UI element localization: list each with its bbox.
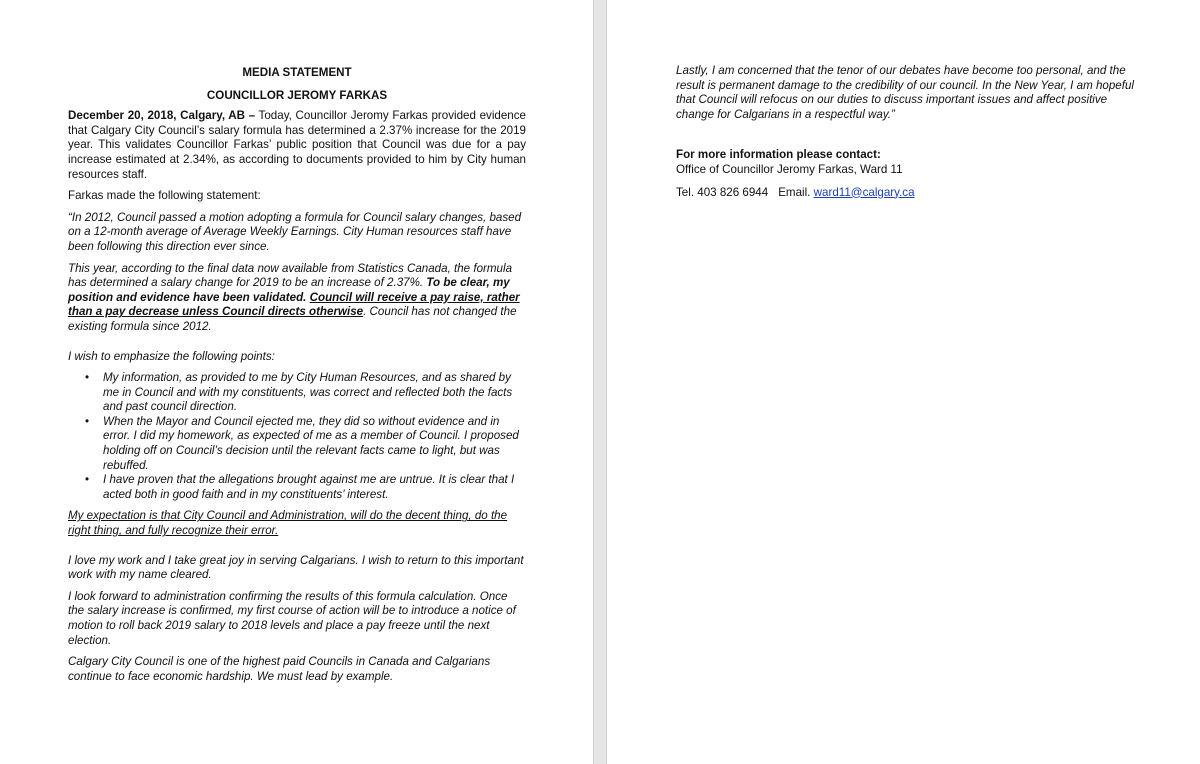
- page-content: [68, 64, 526, 691]
- document-title: MEDIA STATEMENT: [242, 66, 352, 79]
- contact-line: [676, 186, 1134, 201]
- telephone: Tel. 403 826 6944: [676, 185, 769, 199]
- intro-text: Today, Councillor Jeromy Farkas provided evidence that Calgary City Council’s salary formula has determined a 2.37% increase for the 2019 year. This validates Councillor Farkas’ public position that Council was due for a pay increase estimated at 2.34%, as according to documents provided to him by City human resources staff.: [68, 109, 526, 181]
- contact-heading: For more information please contact:: [676, 148, 881, 162]
- lastly-paragraph: Lastly, I am concerned that the tenor of our debates have become too personal, and the result is permanent damage to the credibility of our council. In the New Year, I am hopeful that Council will refocus on our duties to discuss important issues and affect positive change for Calgarians in a respectful way.”: [676, 64, 1134, 121]
- p2-bold-text: To be clear, my position and evidence have been validated.: [68, 276, 510, 304]
- look-forward-paragraph: I look forward to administration confirming the results of this formula calculation. Once the salary increase is confirmed, my first course of action will be to introduce a notice of motion to roll back 2019 salary to 2018 levels and place a pay freeze until the next election.: [68, 589, 516, 647]
- bullet-icon: •: [85, 473, 90, 487]
- expectation-paragraph: My expectation is that City Council and Administration, will do the decent thing, do the right thing, and fully recognize their error.: [68, 509, 508, 538]
- quote-paragraph-1: “In 2012, Council passed a motion adopting a formula for Council salary changes, based on a 12-month average of Average Weekly Earnings. City Human resources staff have been following this direction ever since.: [68, 210, 522, 253]
- contact-office: Office of Councillor Jeromy Farkas, Ward 11: [676, 162, 903, 176]
- p2-text: This year, according to the final data now available from Statistics Canada, the formula has determined a salary change for 2019 to be an increase of 2.37%.: [68, 261, 513, 290]
- statement-intro: Farkas made the following statement:: [68, 189, 261, 203]
- document-subtitle: COUNCILLOR JEROMY FARKAS: [206, 88, 388, 102]
- page-content: [676, 64, 1134, 207]
- list-item: • My information, as provided to me by City Human Resources, and as shared by me in Council and with my constituents, was correct and reflected both the facts and past council direction.: [85, 371, 513, 414]
- quote-paragraph-2: [68, 262, 526, 335]
- love-work-paragraph: I love my work and I take great joy in serving Calgarians. I wish to return to this important work with my name cleared.: [68, 553, 524, 582]
- bullet-icon: •: [85, 371, 90, 385]
- email-label: Email.: [778, 185, 811, 199]
- points-list: [68, 371, 526, 502]
- page-gutter: [593, 0, 607, 764]
- bullet-icon: •: [85, 414, 90, 428]
- list-item: • I have proven that the allegations brought against me are untrue. It is clear that I acted both in good faith and in my constituents’ interest.: [85, 473, 515, 501]
- document-page-left: [0, 0, 593, 764]
- email-link[interactable]: ward11@calgary.ca: [813, 185, 915, 199]
- emphasize-heading: I wish to emphasize the following points:: [68, 349, 275, 363]
- list-item: • When the Mayor and Council ejected me, they did so without evidence and in error. I did my homework, as expected of me as a member of Council. I proposed holding off on Council’s decision until the relevant facts came to light, but was rebuffed.: [85, 414, 519, 472]
- p2-bold-underline-text: Council will receive a pay raise, rather than a pay decrease unless Council directs otherwise: [68, 290, 520, 319]
- dateline: December 20, 2018, Calgary, AB –: [68, 109, 256, 123]
- document-page-right: [607, 0, 1200, 764]
- intro-paragraph: [68, 109, 526, 182]
- p2-end-text: . Council has not changed the existing formula since 2012.: [68, 305, 517, 333]
- highest-paid-paragraph: Calgary City Council is one of the highest paid Councils in Canada and Calgarians continue to face economic hardship. We must lead by example.: [68, 655, 491, 683]
